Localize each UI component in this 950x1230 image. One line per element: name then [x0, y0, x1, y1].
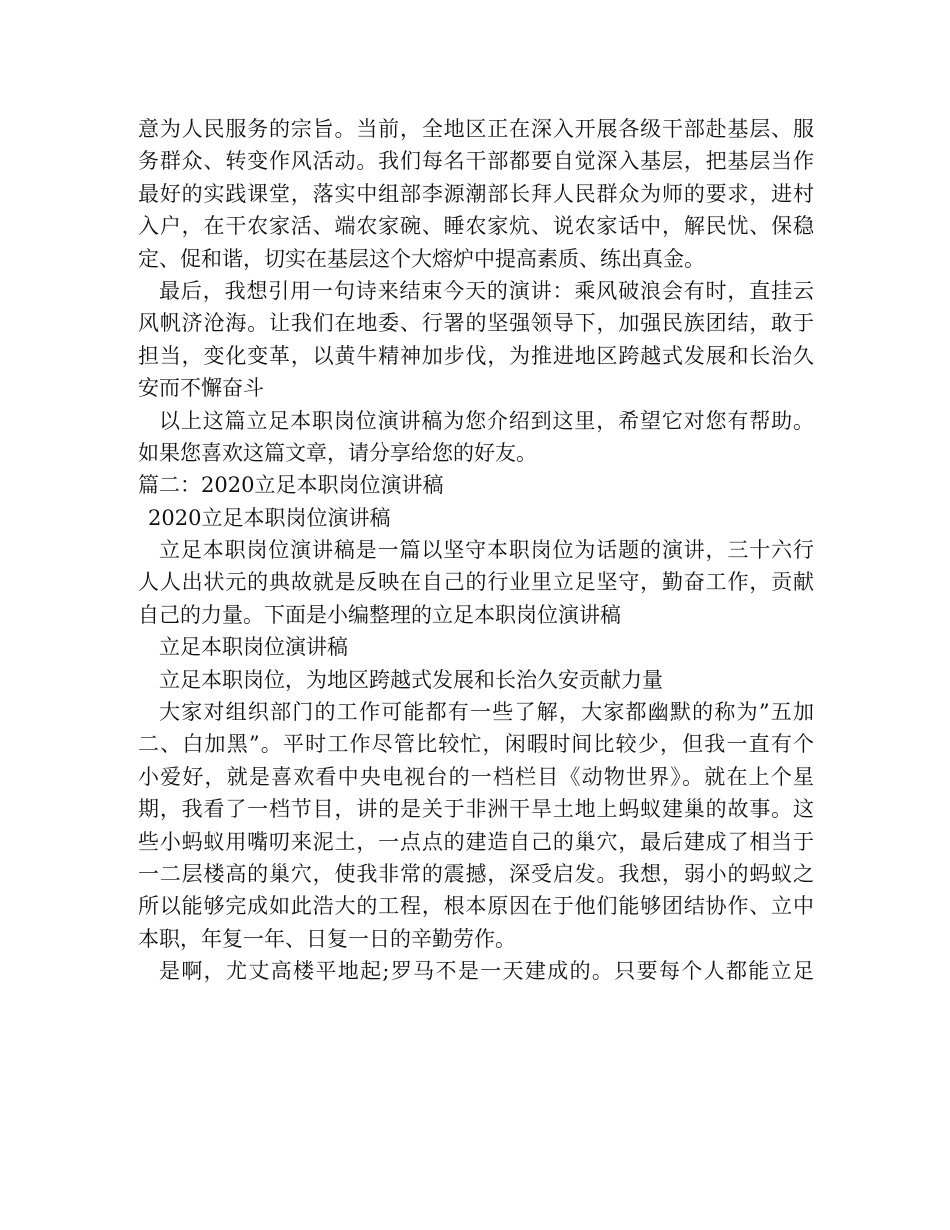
text-line: 担当，变化变革，以黄牛精神加步伐，为推进地区跨越式发展和长治久: [138, 343, 814, 368]
text-line: 以上这篇立足本职岗位演讲稿为您介绍到这里，希望它对您有帮助。: [159, 408, 814, 433]
text-line: 如果您喜欢这篇文章，请分享给您的好友。: [138, 440, 537, 465]
text-line: 所以能够完成如此浩大的工程，根本原因在于他们能够团结协作、立中: [138, 894, 814, 919]
text-line: 期，我看了一档节目，讲的是关于非洲干旱土地上蚂蚁建巢的故事。这: [138, 797, 814, 822]
text-line: 最后，我想引用一句诗来结束今天的演讲：乘风破浪会有时，直挂云: [159, 278, 814, 303]
text-line: 小爱好，就是喜欢看中央电视台的一档栏目《动物世界》。就在上个星: [138, 764, 814, 789]
text-line: 一二层楼高的巢穴，使我非常的震撼，深受启发。我想，弱小的蚂蚁之: [138, 861, 814, 886]
text-line: 人人出状元的典故就是反映在自己的行业里立足坚守，勤奋工作，贡献: [138, 570, 814, 595]
text-line: 2020立足本职岗位演讲稿: [148, 505, 391, 530]
text-line: 本职，年复一年、日复一日的辛勤劳作。: [138, 926, 516, 951]
text-line: 风帆济沧海。让我们在地委、行署的坚强领导下，加强民族团结，敢于: [138, 311, 814, 336]
text-line: 安而不懈奋斗: [138, 376, 264, 401]
text-line: 立足本职岗位演讲稿是一篇以坚守本职岗位为话题的演讲，三十六行: [159, 538, 814, 563]
text-line: 定、促和谐，切实在基层这个大熔炉中提高素质、练出真金。: [138, 246, 705, 271]
text-line: 最好的实践课堂，落实中组部李源潮部长拜人民群众为师的要求，进村: [138, 181, 814, 206]
text-line: 大家对组织部门的工作可能都有一些了解，大家都幽默的称为”五加: [159, 700, 814, 725]
text-line: 篇二：2020立足本职岗位演讲稿: [138, 473, 444, 498]
text-line: 是啊，尤丈高楼平地起;罗马不是一天建成的。只要每个人都能立足: [159, 959, 814, 984]
text-line: 入户，在干农家活、端农家碗、睡农家炕、说农家话中，解民忧、保稳: [138, 214, 814, 239]
text-line: 务群众、转变作风活动。我们每名干部都要自觉深入基层，把基层当作: [138, 149, 814, 174]
text-line: 立足本职岗位演讲稿: [159, 635, 348, 660]
text-line: 二、白加黑”。平时工作尽管比较忙，闲暇时间比较少，但我一直有个: [138, 732, 814, 757]
text-line: 些小蚂蚁用嘴叨来泥土，一点点的建造自己的巢穴，最后建成了相当于: [138, 829, 814, 854]
text-line: 自己的力量。下面是小编整理的立足本职岗位演讲稿: [138, 602, 621, 627]
text-line: 意为人民服务的宗旨。当前，全地区正在深入开展各级干部赴基层、服: [138, 117, 814, 141]
text-line: 立足本职岗位，为地区跨越式发展和长治久安贡献力量: [159, 667, 663, 692]
document-body: [138, 113, 814, 988]
